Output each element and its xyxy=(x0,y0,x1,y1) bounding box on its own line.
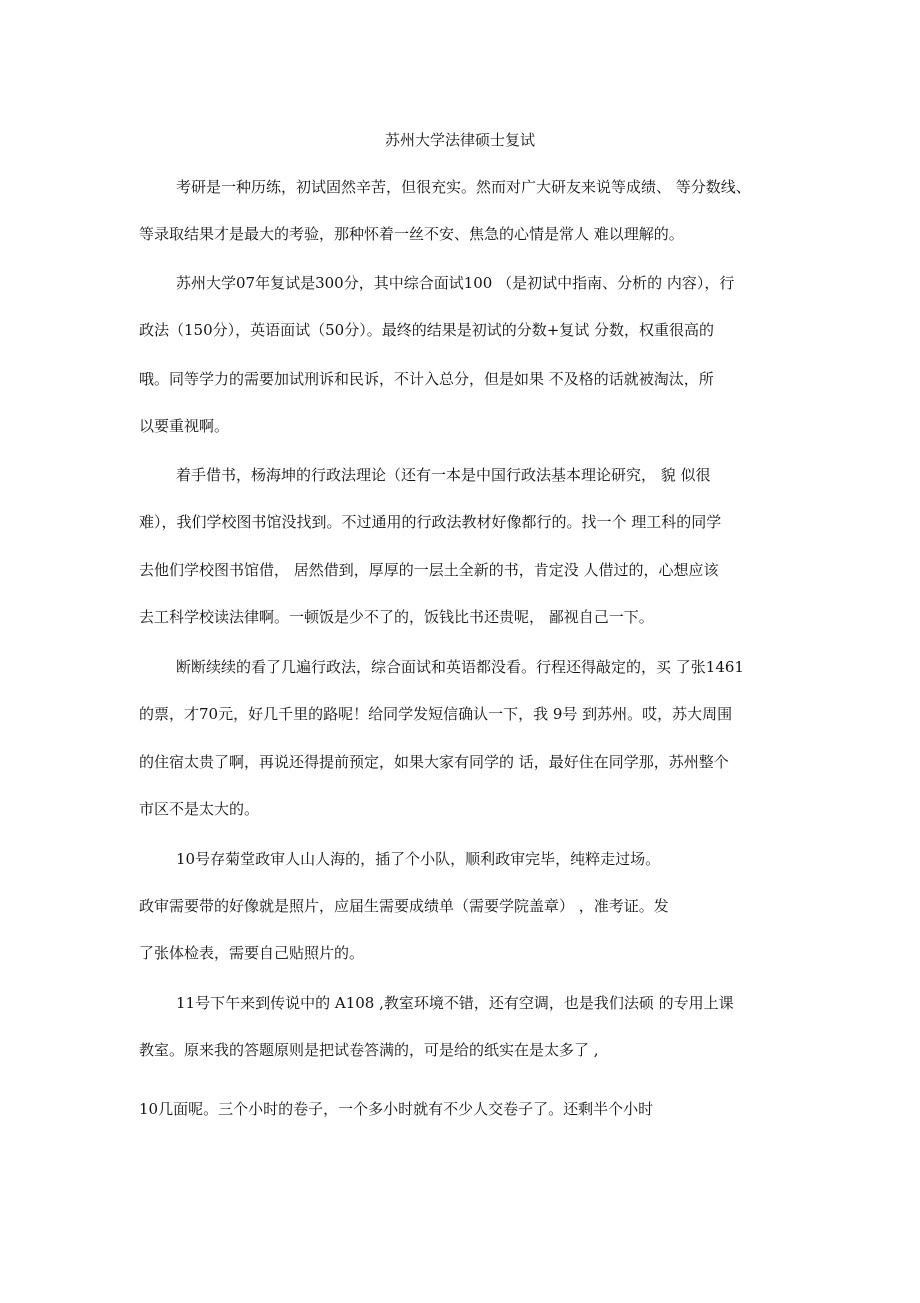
paragraph-4-line-2: 的票，才70元，好几千里的路呢！给同学发短信确认一下，我 9号 到苏州。哎，苏大周围 xyxy=(139,705,733,723)
paragraph-5-line-1: 10号存菊堂政审人山人海的，插了个小队，顺利政审完毕，纯粹走过场。 xyxy=(176,850,661,868)
paragraph-1-line-2: 等录取结果才是最大的考验，那种怀着一丝不安、焦急的心情是常人 难以理解的。 xyxy=(139,225,684,243)
paragraph-2-line-2: 政法（150分），英语面试（50分）。最终的结果是初试的分数+复试 分数，权重很高的 xyxy=(139,321,715,339)
paragraph-6-line-2: 教室。原来我的答题原则是把试卷答满的，可是给的纸实在是太多了 , xyxy=(139,1041,599,1059)
paragraph-3-line-2: 难），我们学校图书馆没找到。不过通用的行政法教材好像都行的。找一个 理工科的同学 xyxy=(139,513,722,531)
paragraph-6-line-3: 10几面呢。三个小时的卷子，一个多小时就有不少人交卷子了。还剩半个小时 xyxy=(139,1100,654,1118)
paragraph-2-line-3: 哦。同等学力的需要加试刑诉和民诉，不计入总分，但是如果 不及格的话就被淘汰，所 xyxy=(139,370,714,388)
paragraph-2-line-4: 以要重视啊。 xyxy=(139,417,230,435)
paragraph-6-line-1: 11号下午来到传说中的 A108 ,教室环境不错，还有空调，也是我们法硕 的专用上课 xyxy=(176,994,734,1012)
paragraph-4-line-3: 的住宿太贵了啊，再说还得提前预定，如果大家有同学的 话，最好住在同学那，苏州整个 xyxy=(139,753,729,771)
paragraph-5-line-2: 政审需要带的好像就是照片，应届生需要成绩单（需要学院盖章） ，准考证。发 xyxy=(139,897,669,915)
document-title: 苏州大学法律硕士复试 xyxy=(384,131,535,149)
paragraph-2-line-1: 苏州大学07年复试是300分，其中综合面试100 （是初试中指南、分析的 内容），行 xyxy=(176,274,735,292)
paragraph-4-line-4: 市区不是太大的。 xyxy=(139,800,260,818)
paragraph-4-line-1: 断断续续的看了几遍行政法，综合面试和英语都没看。行程还得敲定的，买 了张1461 xyxy=(176,658,744,676)
paragraph-5-line-3: 了张体检表，需要自己贴照片的。 xyxy=(139,944,365,962)
paragraph-3-line-1: 着手借书，杨海坤的行政法理论（还有一本是中国行政法基本理论研究， 貌 似很 xyxy=(176,466,711,484)
paragraph-3-line-4: 去工科学校读法律啊。一顿饭是少不了的，饭钱比书还贵呢， 鄙视自己一下。 xyxy=(139,608,654,626)
paragraph-3-line-3: 去他们学校图书馆借， 居然借到，厚厚的一层土全新的书，肯定没 人借过的，心想应该 xyxy=(139,561,719,579)
paragraph-1-line-1: 考研是一种历练，初试固然辛苦，但很充实。然而对广大研友来说等成绩、 等分数线、 xyxy=(176,178,751,196)
